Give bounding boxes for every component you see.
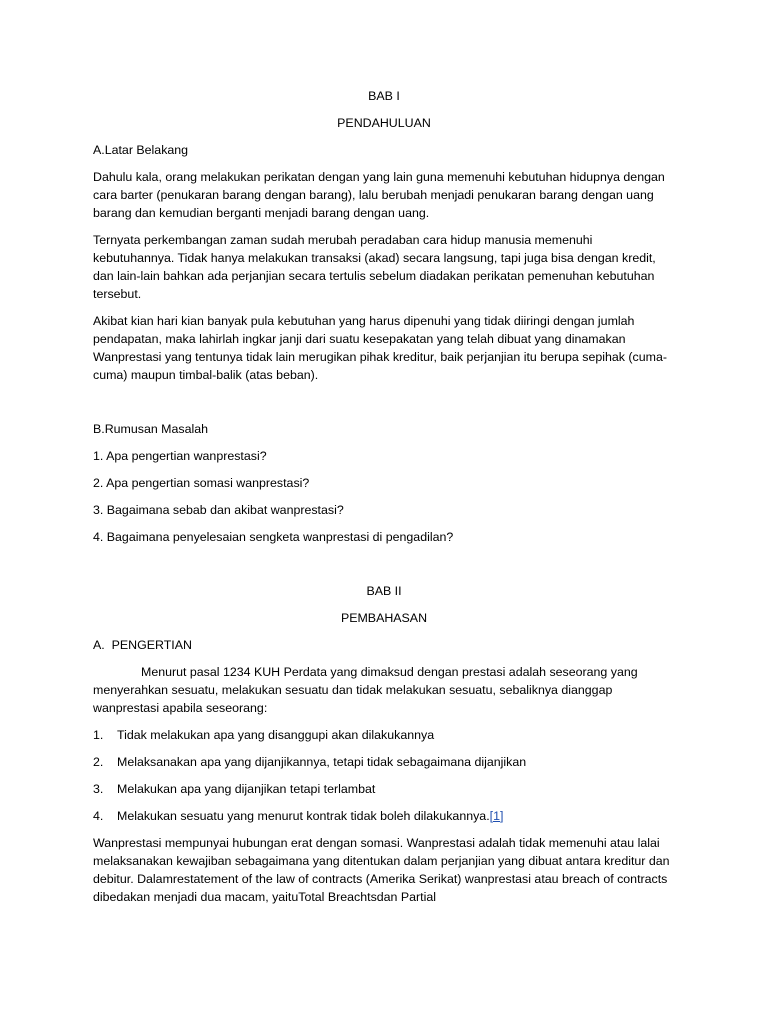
list-item [93,726,675,744]
list-text: Melaksanakan apa yang dijanjikannya, tetapi tidak sebagaimana dijanjikan [117,755,527,769]
bab2-subtitle: PEMBAHASAN [340,611,428,625]
list-number: 2. [93,755,104,769]
question-1: 1. Apa pengertian wanprestasi? [93,449,267,463]
paragraph-1: Dahulu kala, orang melakukan perikatan dengan yang lain guna memenuhi kebutuhan hidupnya dengan cara barter (penukaran barang dengan barang), lalu berubah menjadi penukaran barang dengan uang barang dan kemudian berganti menjadi barang dengan uang. [93,170,665,220]
list-item [93,807,675,825]
bab1-title: BAB I [368,89,400,103]
section-rumusan-masalah-heading: B.Rumusan Masalah [93,422,209,436]
bab2-title: BAB II [366,584,402,598]
list-number: 1. [93,728,104,742]
closing-paragraph: Wanprestasi mempunyai hubungan erat dengan somasi. Wanprestasi adalah tidak memenuhi atau lalai melaksanakan kewajiban sebagaimana yang ditentukan dalam perjanjian yang dibuat antara kreditur dan debitur. Dalamrestatement of the law of contracts (Amerika Serikat) wanprestasi atau breach of contracts dibedakan menjadi dua macam, yaituTotal Breachtsdan Partial [93,836,670,904]
list-item [93,753,675,771]
section-latar-belakang-heading: A.Latar Belakang [93,143,189,157]
spacer [93,393,675,420]
footnote-link[interactable]: [1] [489,809,504,823]
document-content [93,87,675,915]
paragraph-3: Akibat kian hari kian banyak pula kebutuhan yang harus dipenuhi yang tidak diiringi dengan jumlah pendapatan, maka lahirlah ingkar janji dari suatu kesepakatan yang telah dibuat yang dinamakan Wanprestasi yang tentunya tidak lain merugikan pihak kreditur, baik perjanjian itu berupa sepihak (cuma-cuma) maupun timbal-balik (atas beban). [93,314,667,382]
bab1-subtitle: PENDAHULUAN [337,116,431,130]
list-text: Melakukan apa yang dijanjikan tetapi terlambat [117,782,376,796]
list-text: Melakukan sesuatu yang menurut kontrak tidak boleh dilakukannya. [117,809,490,823]
question-2: 2. Apa pengertian somasi wanprestasi? [93,476,310,490]
spacer [93,555,675,582]
section-pengertian-heading: A. PENGERTIAN [93,638,192,652]
list-text: Tidak melakukan apa yang disanggupi akan dilakukannya [117,728,435,742]
question-4: 4. Bagaimana penyelesaian sengketa wanprestasi di pengadilan? [93,530,454,544]
list-text-with-footnote [117,807,675,825]
paragraph-2: Ternyata perkembangan zaman sudah merubah peradaban cara hidup manusia memenuhi kebutuhannya. Tidak hanya melakukan transaksi (akad) secara langsung, tapi juga bisa dengan kredit, dan lain-lain bahkan ada perjanjian secara tertulis sebelum diadakan perikatan pemenuhan kebutuhan tersebut. [93,233,656,301]
list-item [93,780,675,798]
list-number: 3. [93,782,104,796]
pengertian-intro: Menurut pasal 1234 KUH Perdata yang dimaksud dengan prestasi adalah seseorang yang menyerahkan sesuatu, melakukan sesuatu dan tidak melakukan sesuatu, sebaliknya dianggap wanprestasi apabila seseorang: [93,665,638,715]
question-3: 3. Bagaimana sebab dan akibat wanprestasi? [93,503,344,517]
list-number: 4. [93,809,104,823]
